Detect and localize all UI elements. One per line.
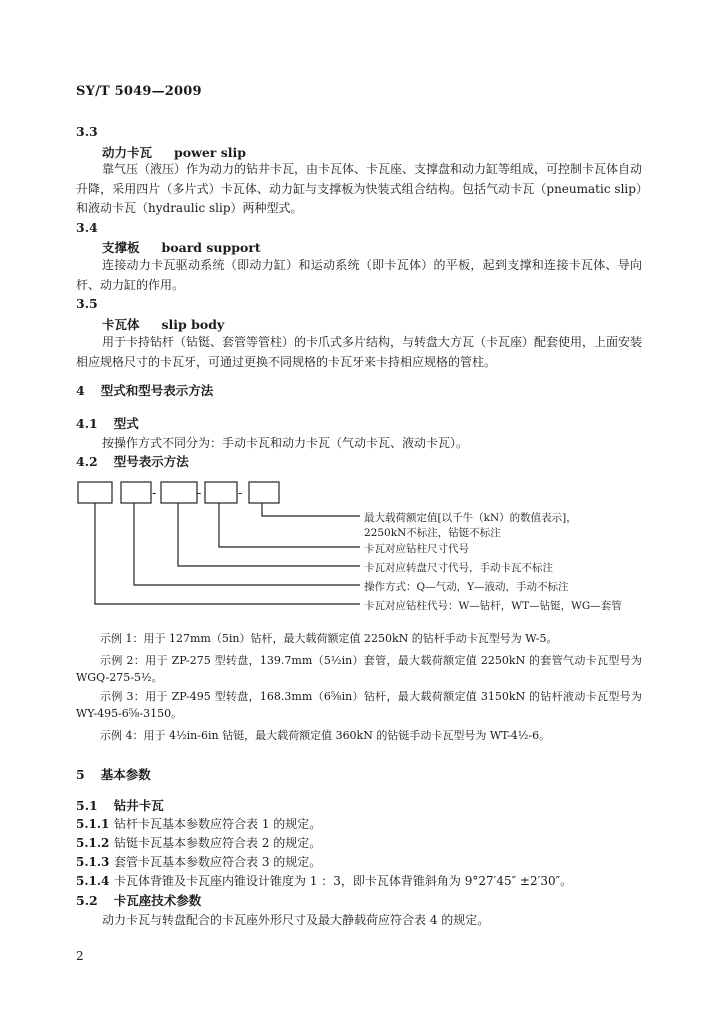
- term-cn: 支撑板: [102, 240, 140, 255]
- example-text: 示例 1：用于 127mm（5in）钻杆，最大载荷额定值 2250kN 的钻杆手动卡瓦型号为 W-5。: [100, 632, 558, 645]
- clause-text: 连接动力卡瓦驱动系统（即动力缸）和运动系统（即卡瓦体）的平板，起到支撑和连接卡瓦体、导向杆、动力缸的作用。: [76, 258, 642, 292]
- term-heading: [102, 143, 246, 161]
- legend-line: 卡瓦对应钻柱代号：W—钻杆，WT—钻铤，WG—套管: [364, 600, 622, 612]
- code-box-1: [78, 482, 112, 503]
- term-heading: [102, 238, 261, 256]
- leader-line-2: [219, 503, 360, 547]
- code-box-5: [249, 482, 279, 503]
- clause-number: 3.3: [76, 124, 98, 139]
- legend-line: 2250kN不标注，钻铤不标注: [364, 527, 501, 539]
- dash-separator: -: [152, 486, 157, 500]
- clause-number: 3.4: [76, 220, 98, 235]
- clause-text: 用于卡持钻杆（钻铤、套管等管柱）的卡爪式多片结构，与转盘大方瓦（卡瓦座）配套使用，上面安装相应规格尺寸的卡瓦牙，可通过更换不同规格的卡瓦牙来卡持相应规格的管柱。: [76, 335, 643, 369]
- example-text: 示例 3：用于 ZP-495 型转盘，168.3mm（6⅝in）钻杆，最大载荷额定值 3150kN 的钻杆液动卡瓦型号为 WY-495-6⅝-3150。: [76, 690, 642, 720]
- legend-line: 卡瓦对应转盘尺寸代号，手动卡瓦不标注: [364, 562, 553, 574]
- section-heading: 4 型式和型号表示方法: [76, 383, 214, 398]
- legend-line: 操作方式：Q—气动，Y—液动，手动不标注: [364, 581, 569, 593]
- subsection-heading: 4.2 型号表示方法: [76, 454, 189, 469]
- term-en: board support: [161, 240, 261, 255]
- term-en: slip body: [161, 317, 225, 332]
- standard-code: SY/T 5049—2009: [76, 84, 202, 99]
- leader-line-5: [95, 503, 360, 604]
- legend-line: 最大载荷额定值[以千牛（kN）的数值表示]，: [364, 512, 577, 524]
- leader-line-1: [262, 503, 360, 516]
- subsection-text: 动力卡瓦与转盘配合的卡瓦座外形尺寸及最大静载荷应符合表 4 的规定。: [102, 913, 490, 927]
- clause-item: 5.1.4 卡瓦体背锥及卡瓦座内锥设计锥度为 1 ：3，即卡瓦体背锥斜角为 9°27′45″ ±2′30″。: [76, 874, 573, 888]
- code-box-3: [161, 482, 197, 503]
- code-box-4: [205, 482, 237, 503]
- clause-item: 5.1.2 钻铤卡瓦基本参数应符合表 2 的规定。: [76, 836, 322, 850]
- clause-item: 5.1.1 钻杆卡瓦基本参数应符合表 1 的规定。: [76, 817, 322, 831]
- legend-line: 卡瓦对应钻柱尺寸代号: [364, 543, 469, 555]
- term-heading: [102, 315, 224, 333]
- leader-line-4: [134, 503, 360, 585]
- example-text: 示例 4：用于 4½in-6in 钻铤，最大载荷额定值 360kN 的钻铤手动卡瓦型号为 WT-4½-6。: [100, 729, 551, 742]
- term-cn: 卡瓦体: [102, 317, 140, 332]
- leader-line-3: [178, 503, 360, 566]
- example-text: 示例 2：用于 ZP-275 型转盘，139.7mm（5½in）套管，最大载荷额定值 2250kN 的套管气动卡瓦型号为 WGQ-275-5½。: [76, 654, 642, 684]
- section-heading: 5 基本参数: [76, 767, 151, 782]
- clause-item: 5.1.3 套管卡瓦基本参数应符合表 3 的规定。: [76, 855, 322, 869]
- subsection-text: 按操作方式不同分为：手动卡瓦和动力卡瓦（气动卡瓦、液动卡瓦）。: [102, 436, 469, 450]
- term-en: power slip: [174, 145, 247, 160]
- code-box-2: [121, 482, 151, 503]
- subsection-heading: 5.1 钻井卡瓦: [76, 798, 164, 813]
- clause-number: 3.5: [76, 296, 98, 311]
- dash-separator: -: [197, 486, 202, 500]
- subsection-heading: 4.1 型式: [76, 416, 139, 431]
- dash-separator: -: [238, 486, 243, 500]
- term-cn: 动力卡瓦: [102, 145, 153, 160]
- clause-text: 靠气压（液压）作为动力的钻井卡瓦，由卡瓦体、卡瓦座、支撑盘和动力缸等组成，可控制卡瓦体自动升降，采用四片（多片式）卡瓦体、动力缸与支撑板为快装式组合结构。包括气动卡瓦（pneumatic slip）和液动卡瓦（hydraulic slip）两种型式。: [76, 162, 643, 215]
- page-number: 2: [76, 949, 84, 963]
- subsection-heading: 5.2 卡瓦座技术参数: [76, 893, 202, 908]
